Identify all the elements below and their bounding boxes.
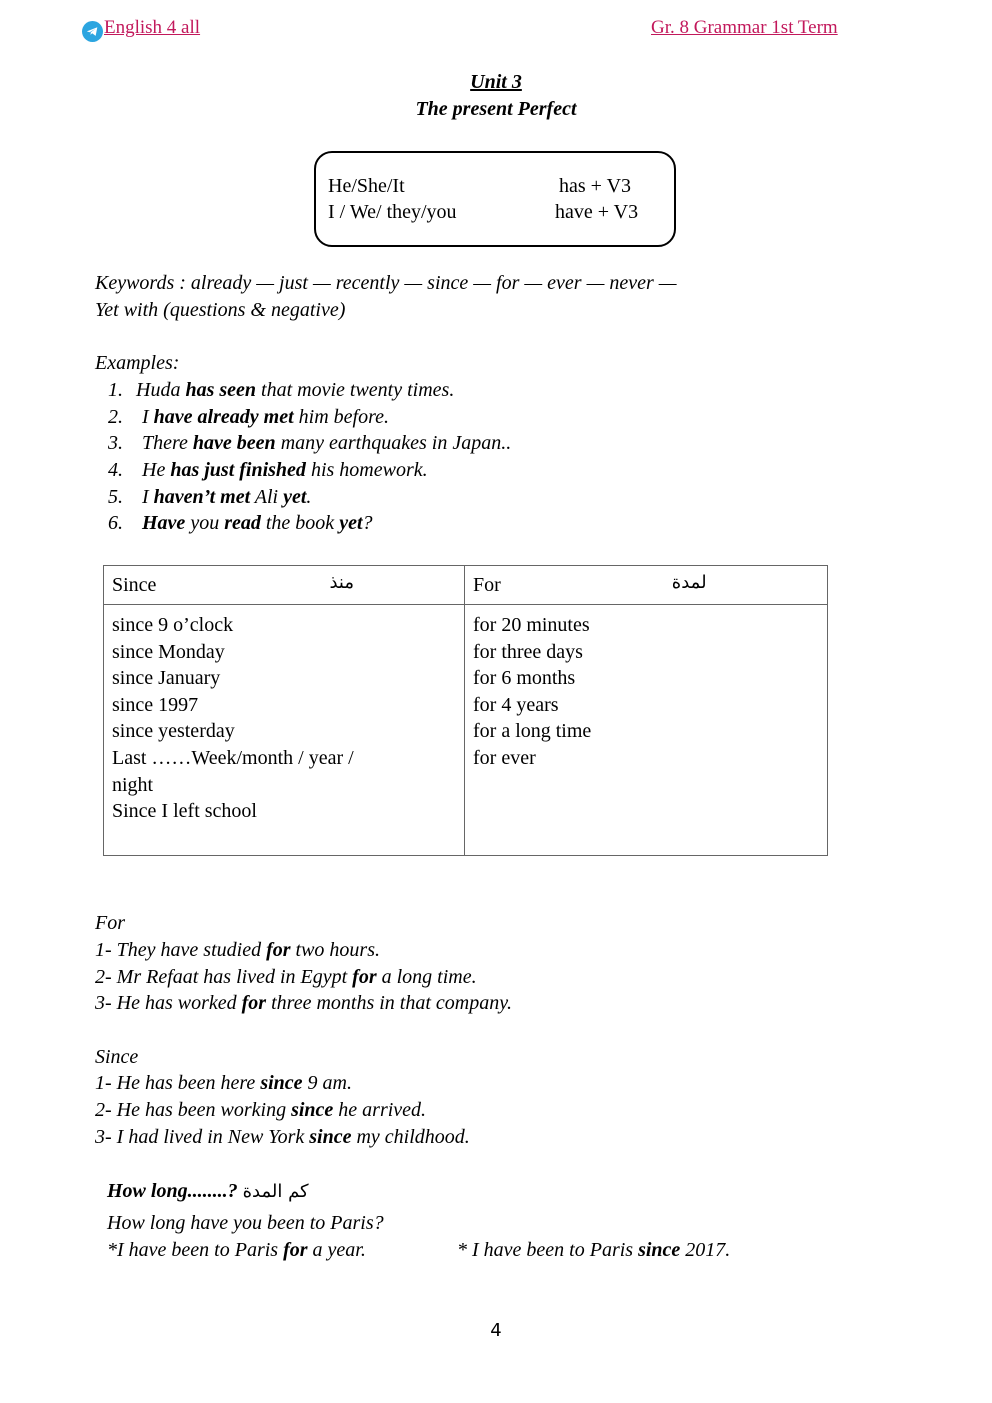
since-for-table <box>103 565 828 856</box>
example-item: Have you read the book yet? <box>142 512 373 534</box>
since-example: 1- He has been here since 9 am. <box>95 1072 352 1094</box>
for-item: for ever <box>473 746 536 769</box>
since-example: 2- He has been working since he arrived. <box>95 1099 427 1121</box>
since-item: since January <box>112 667 221 690</box>
for-item: for 6 months <box>473 667 576 690</box>
since-header: Since <box>112 573 157 596</box>
for-item: for three days <box>473 640 583 663</box>
example-item: I have already met him before. <box>142 406 389 428</box>
example-item: He has just finished his homework. <box>142 459 428 481</box>
examples-heading: Examples: <box>95 352 180 374</box>
since-header-cell <box>104 566 465 605</box>
how-long-arabic: كم المدة <box>242 1181 309 1202</box>
keywords-line-1: Keywords : already — just — recently — since — for — ever — never — <box>95 272 677 294</box>
example-num: 2. <box>108 406 123 428</box>
for-header-cell <box>465 566 828 605</box>
formula-box <box>314 151 676 247</box>
for-example: 3- He has worked for three months in that company. <box>95 992 512 1014</box>
for-item: for 4 years <box>473 693 559 716</box>
since-item: since 9 o’clock <box>112 614 234 636</box>
since-item: night <box>112 773 154 796</box>
page-number: 4 <box>490 1320 502 1341</box>
since-item: since yesterday <box>112 720 235 743</box>
since-header-arabic: منذ <box>329 571 354 593</box>
example-num: 5. <box>108 486 123 508</box>
example-num: 3. <box>108 432 123 454</box>
since-example: 3- I had lived in New York since my childhood. <box>95 1126 470 1148</box>
formula-form-1: has + V3 <box>559 175 632 197</box>
example-item: Huda has seen that movie twenty times. <box>136 379 455 401</box>
header-left-link[interactable]: English 4 all <box>104 17 201 38</box>
example-item: I haven’t met Ali yet. <box>142 486 312 508</box>
topic-title: The present Perfect <box>415 98 577 120</box>
since-list-cell <box>104 605 465 856</box>
formula-subject-1: He/She/It <box>328 175 405 197</box>
keywords-line-2: Yet with (questions & negative) <box>95 299 346 321</box>
for-item: for a long time <box>473 720 592 743</box>
for-section-heading: For <box>95 912 125 934</box>
example-item: There have been many earthquakes in Japan.. <box>142 432 512 454</box>
how-long-heading: How long........? كم المدة <box>107 1180 309 1202</box>
how-long-answer-1: *I have been to Paris for a year. <box>107 1239 366 1261</box>
example-num: 6. <box>108 512 123 534</box>
example-num: 1. <box>108 379 123 401</box>
for-header: For <box>473 573 501 596</box>
formula-form-2: have + V3 <box>555 201 639 223</box>
for-list-cell <box>465 605 828 856</box>
how-long-question: How long have you been to Paris? <box>107 1212 384 1234</box>
how-long-answer-2: * I have been to Paris since 2017. <box>457 1239 731 1261</box>
since-item: since Monday <box>112 640 225 663</box>
unit-title: Unit 3 <box>470 71 522 93</box>
since-section-heading: Since <box>95 1046 139 1068</box>
example-num: 4. <box>108 459 123 481</box>
for-item: for 20 minutes <box>473 614 590 636</box>
for-example: 2- Mr Refaat has lived in Egypt for a long time. <box>95 966 477 988</box>
formula-subject-2: I / We/ they/you <box>328 201 457 223</box>
for-example: 1- They have studied for two hours. <box>95 939 380 961</box>
since-item: since 1997 <box>112 693 199 716</box>
since-item: Since I left school <box>112 800 257 823</box>
telegram-icon <box>82 21 103 42</box>
header-right-title: Gr. 8 Grammar 1st Term <box>651 17 838 38</box>
for-header-arabic: لمدة <box>671 571 707 593</box>
since-item: Last ……Week/month / year / <box>112 746 354 769</box>
